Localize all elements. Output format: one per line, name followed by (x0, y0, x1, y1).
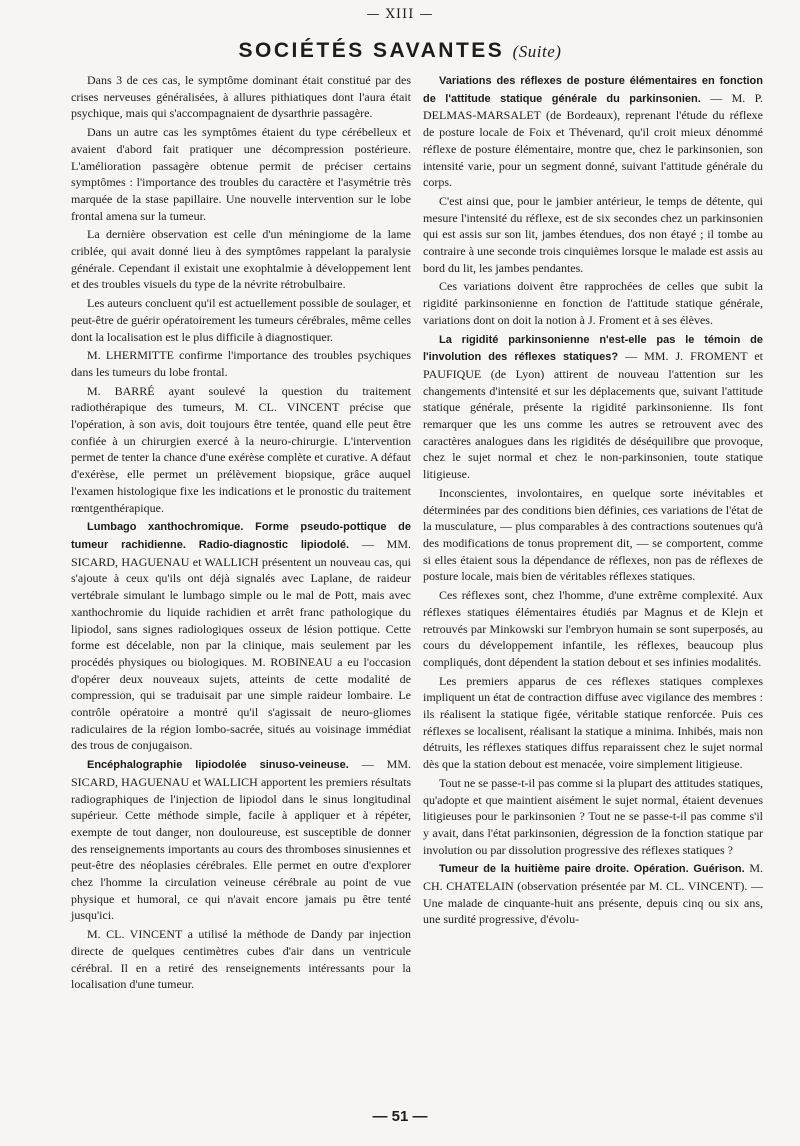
paragraph-headed: Tumeur de la huitième paire droite. Opération. Guérison. M. CH. CHATELAIN (observation présentée par M. CL. VINCENT). — Une malade de cinquante-huit ans présente, depuis cinq ou six ans, une surdité progressive, d'évolu- (423, 861, 764, 927)
paragraph: Ces réflexes sont, chez l'homme, d'une extrême complexité. Aux réflexes statiques élémentaires étudiés par Magnus et de Klejn et retrouvés par Minkowski sur l'embryon humain se sont superposés, au cours du développement infantile, les réflexes, beaucoup plus compliqués, dont dépendent la station debout et ses infinies modalités. (423, 588, 763, 669)
paragraph: Ces variations doivent être rapprochées de celles que subit la rigidité parkinsonienne en fonction de l'attitude statique générale, variations dont on doit la notion à J. Froment et à ses élèves. (423, 279, 763, 327)
paragraph: Les premiers apparus de ces réflexes statiques complexes impliquent un état de contraction diffuse avec vigilance des membres : ils réalisent la statique figée, véritable statique renforcée. Puis ces réflexes se localisent, réalisant la statique a minima. Inhibés, mais non détruits, les réflexes statiques diffus reparaissent chez le sujet normal dès que la station debout est menacée, voire simplement litigieuse. (423, 673, 763, 772)
paragraph-heading: Lumbago xanthochromique. Forme pseudo-pottique de tumeur rachidienne. Radio-diagnostic lipiodolé. (71, 521, 411, 551)
right-column (423, 72, 763, 930)
paragraph: Inconscientes, involontaires, en quelque sorte inévitables et déterminées par des conditions bien définies, ces variations de l'état de la musculature, — plus comparables à des contractions soutenues qu'à des modifications de tonus proprement dit, — se comportent, comme si elles étaient sous la dépendance de réflexes, non pas de réflexes de posture locale, mais bien de véritables réflexes statiques. (423, 485, 763, 584)
paragraph-heading: La rigidité parkinsonienne n'est-elle pas le témoin de l'involution des réflexes statiques? (423, 333, 763, 364)
paragraph: C'est ainsi que, pour le jambier antérieur, le temps de détente, qui mesure l'intensité du réflexe, est de six secondes chez un parkinsonien qui est assis sur son lit, jambes étendues, dos non étayé ; il tombe au contraire à une seconde trois cinquièmes lorsque le malade est assis au bord du lit, les jambes pendantes. (423, 193, 763, 275)
paragraph: M. BARRÉ ayant soulevé la question du traitement radiothérapique des tumeurs, M. CL. VINCENT précise que l'opération, à son avis, doit toujours être tentée, quand elle peut être confiée à un chirurgien exercé à la neuro-chirurgie. L'intervention permet de tenter la chance d'une exérèse complète et curative. A défaut d'exérèse, elle permet un prélèvement biopsique, grâce auquel l'examen histologique fixe les indications et le pronostic du traitement rœntgenthérapique. (71, 383, 411, 515)
page-number: — 51 — (372, 1108, 428, 1125)
paragraph: Dans 3 de ces cas, le symptôme dominant était constitué par des crises nerveuses généralisées, à allures pithiatiques dont l'aura était psychique, mais qui s'accompagnaient de dysarthrie passagère. (71, 73, 411, 121)
paragraph: Les auteurs concluent qu'il est actuellement possible de soulager, et peut-être de guérir opératoirement les tumeurs cérébrales, même celles dont la localisation est le plus difficile à diagnostiquer. (71, 296, 411, 344)
paragraph: Dans un autre cas les symptômes étaient du type cérébelleux et avaient d'abord fait pratiquer une décompression postérieure. L'amélioration passagère obtenue permit de préciser certains symptômes : l'importance des troubles du caractère et l'asymétrie très marquée de la stase papillaire. Une nouvelle intervention sur le lobe frontal amena sur la tumeur. (71, 125, 411, 223)
paragraph-headed: La rigidité parkinsonienne n'est-elle pas le témoin de l'involution des réflexes statiques? — MM. J. FROMENT et PAUFIQUE (de Lyon) attirent de nouveau l'attention sur les changements d'intensité et sur les déplacements que, suivant l'attitude statique générale, présente la rigidité parkinsonienne. Ils font remarquer que les uns comme les autres se retrouvent avec des caractères analogues dans les rigidités de déséquilibre que provoque, chez le sujet normal et chez le non-parkinsonien, toute statique litigieuse. (423, 333, 763, 482)
roman-folio: — XIII — (366, 7, 434, 22)
paragraph: La dernière observation est celle d'un méningiome de la lame criblée, qui avait donné lieu à des symptômes rappelant la paralysie générale. Cependant il existait une exophtalmie à développement lent et des troubles visuels du type de la névrite rétrobulbaire. (71, 227, 411, 292)
paragraph: Tout ne se passe-t-il pas comme si la plupart des attitudes statiques, qu'adopte et que maintient aisément le sujet normal, étaient devenues litigieuses pour le parkinsonien ? Tout ne se passe-t-il pas comme s'il y avait, dans l'état parkinsonien, dégression de la fonction statique par involution ou par dissolution progressive des réflexes statiques ? (423, 775, 763, 857)
paragraph-heading: Tumeur de la huitième paire droite. Opération. Guérison. (439, 863, 745, 876)
paragraph-heading: Encéphalographie lipiodolée sinuso-veineuse. (87, 759, 349, 772)
paragraph-headed: Encéphalographie lipiodolée sinuso-veineuse. — MM. SICARD, HAGUENAU et WALLICH apportent les premiers résultats radiographiques de l'injection de lipiodol dans le sinus longitudinal supérieur. Cette méthode simple, facile à appliquer et à répéter, exempte de tout danger, non douloureuse, est susceptible de donner des renseignements importants au cours des thromboses sinusiennes et peut-être des néoplasies cérébrales. Elle permet en outre d'explorer chez l'homme la circulation veineuse cérébrale au point de vue physique et humoral, ce qui n'avait encore jamais pu être tenté jusqu'ici. (71, 757, 411, 923)
paragraph-heading: Variations des réflexes de posture élémentaires en fonction de l'attitude statique générale du parkinsonien. (423, 75, 763, 105)
paragraph: M. LHERMITTE confirme l'importance des troubles psychiques dans les tumeurs du lobe frontal. (71, 348, 411, 379)
left-column (71, 72, 411, 995)
section-title-suite: (Suite) (512, 42, 562, 61)
paragraph-headed: Variations des réflexes de posture élémentaires en fonction de l'attitude statique générale du parkinsonien. — M. P. DELMAS-MARSALET (de Bordeaux), reprenant l'étude du réflexe de posture locale de Foix et Thévenard, qu'il croit mieux dénommé réflexe de posture élémentaire, montre que, chez le parkinsonien, son intensité varie, pour un segment donné, suivant l'attitude générale du corps. (423, 75, 764, 190)
paragraph: M. CL. VINCENT a utilisé la méthode de Dandy par injection directe de quelques centimètres cubes d'air dans un ventricule cérébral. Il en a retiré des renseignements intéressants pour la localisation d'une tumeur. (71, 927, 411, 992)
section-title (0, 39, 800, 63)
section-title-text: SOCIÉTÉS SAVANTES (238, 39, 505, 62)
paragraph-headed: Lumbago xanthochromique. Forme pseudo-pottique de tumeur rachidienne. Radio-diagnostic lipiodolé. — MM. SICARD, HAGUENAU et WALLICH présentent un nouveau cas, qui s'ajoute à ceux qu'ils ont déjà signalés avec Laplane, de raideur vertébrale simulant le lumbago simple ou le mal de Pott, mais avec xanthochromie du liquide rachidien et arrêt franc pathologique du lipiodol, sans signes radiologiques osseux de lésion pottique. Cette forme est décelable, non par la clinique, mais seulement par les procédés physiques ou biologiques. M. ROBINEAU a eu l'occasion d'opérer deux nouveaux sujets, atteints de cette modalité de compression, qui se traduisait par une simple raideur lombaire. Le contrôle opératoire a montré qu'il s'agissait de neuro-gliomes radiculaires de la région lombo-sacrée, situés au voisinage immédiat des trous de conjugaison. (71, 521, 411, 753)
